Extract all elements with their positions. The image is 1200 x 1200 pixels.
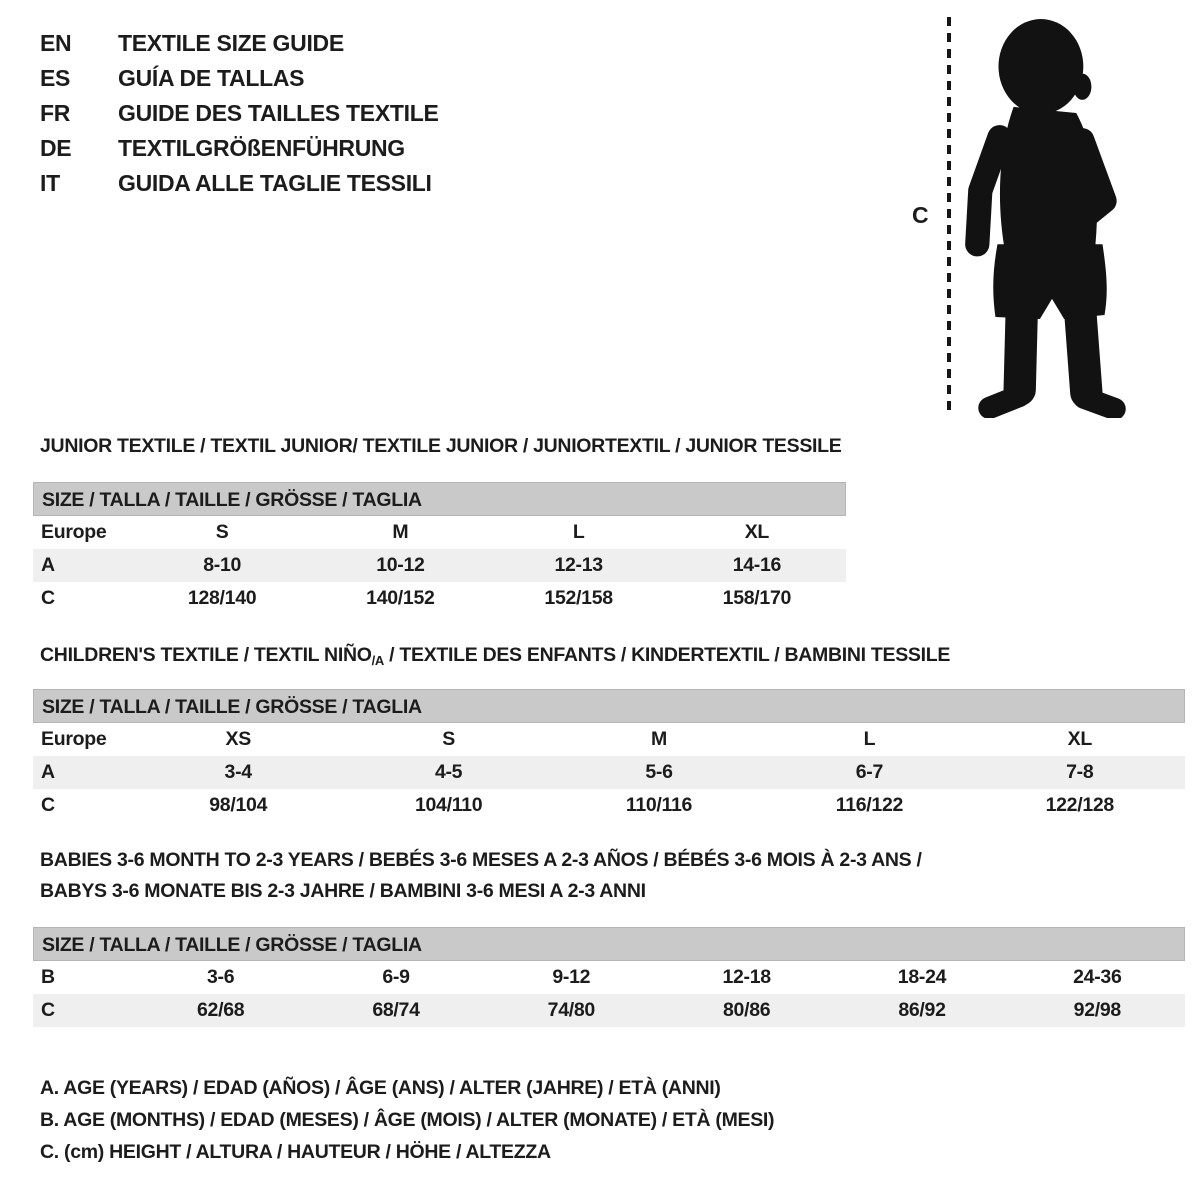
cell-value: 62/68	[197, 999, 245, 1021]
table-row-europe	[33, 516, 846, 549]
size-header-bar: SIZE / TALLA / TAILLE / GRÖSSE / TAGLIA	[33, 927, 1185, 961]
cell-value: 18-24	[897, 966, 947, 988]
cell-value: 86/92	[898, 999, 946, 1021]
guide-title-en: TEXTILE SIZE GUIDE	[118, 30, 344, 56]
column-header: L	[572, 521, 585, 543]
cell-value: 12-18	[722, 966, 771, 988]
table-row-age	[33, 549, 846, 582]
cell-value: 5-6	[645, 761, 673, 783]
guide-title-de: TEXTILGRÖßENFÜHRUNG	[118, 135, 405, 161]
language-row-de	[40, 131, 439, 166]
cell-value: 7-8	[1066, 761, 1094, 783]
table-row-age	[33, 756, 1185, 789]
size-header-bar: SIZE / TALLA / TAILLE / GRÖSSE / TAGLIA	[33, 689, 1185, 723]
children-section-title	[40, 640, 950, 676]
language-code: EN	[40, 30, 72, 56]
language-row-it	[40, 166, 439, 201]
cell-value: 3-4	[224, 761, 252, 783]
toddler-silhouette-icon	[962, 14, 1140, 418]
cell-value: 104/110	[414, 794, 483, 816]
babies-title-line1: BABIES 3-6 MONTH TO 2-3 YEARS / BEBÉS 3-6 MESES A 2-3 AÑOS / BÉBÉS 3-6 MOIS À 2-3 ANS /	[40, 849, 922, 871]
column-header: XS	[225, 728, 251, 750]
row-label: B	[41, 966, 55, 988]
cell-value: 152/158	[544, 587, 613, 609]
cell-value: 12-13	[554, 554, 603, 576]
row-label: Europe	[41, 728, 107, 750]
cell-value: 14-16	[732, 554, 782, 576]
language-code: IT	[40, 170, 60, 196]
cell-value: 74/80	[547, 999, 595, 1021]
table-row-height	[33, 582, 846, 615]
cell-value: 92/98	[1073, 999, 1121, 1021]
children-title-sub: /A	[371, 653, 385, 668]
size-header-bar: SIZE / TALLA / TAILLE / GRÖSSE / TAGLIA	[33, 482, 846, 516]
language-code: FR	[40, 100, 71, 126]
cell-value: 116/122	[835, 794, 904, 816]
column-header: XL	[1067, 728, 1092, 750]
cell-value: 122/128	[1045, 794, 1114, 816]
language-row-es	[40, 61, 439, 96]
language-code: ES	[40, 65, 71, 91]
legend-age-months: B. AGE (MONTHS) / EDAD (MESES) / ÂGE (MOIS) / ALTER (MONATE) / ETÀ (MESI)	[40, 1109, 775, 1131]
cell-value: 3-6	[207, 966, 235, 988]
guide-title-fr: GUIDE DES TAILLES TEXTILE	[118, 100, 439, 126]
row-label: A	[41, 761, 55, 783]
cell-value: 68/74	[372, 999, 420, 1021]
language-row-en	[40, 26, 439, 61]
cell-value: 24-36	[1073, 966, 1122, 988]
cell-value: 6-7	[855, 761, 884, 783]
children-size-table	[33, 689, 1185, 822]
language-row-fr	[40, 96, 439, 131]
cell-value: 9-12	[552, 966, 591, 988]
cell-value: 10-12	[376, 554, 425, 576]
row-label: C	[41, 999, 55, 1021]
legend-height-cm: C. (cm) HEIGHT / ALTURA / HAUTEUR / HÖHE / ALTEZZA	[40, 1141, 551, 1163]
row-label: A	[41, 554, 55, 576]
column-header: XL	[744, 521, 770, 543]
cell-value: 8-10	[203, 554, 242, 576]
language-title-list	[40, 26, 439, 201]
row-label: Europe	[41, 521, 107, 543]
babies-size-table	[33, 927, 1185, 1027]
row-label: C	[41, 587, 55, 609]
cell-value: 6-9	[382, 966, 410, 988]
cell-value: 128/140	[187, 587, 257, 609]
row-label: C	[41, 794, 55, 816]
column-header: S	[442, 728, 455, 750]
table-row-height	[33, 789, 1185, 822]
column-header: L	[863, 728, 876, 750]
junior-section-title: JUNIOR TEXTILE / TEXTIL JUNIOR/ TEXTILE JUNIOR / JUNIORTEXTIL / JUNIOR TESSILE	[40, 435, 842, 457]
children-title-prefix: CHILDREN'S TEXTILE / TEXTIL NIÑO	[40, 644, 372, 666]
column-header: M	[651, 728, 667, 750]
children-title-suffix: / TEXTILE DES ENFANTS / KINDERTEXTIL / BAMBINI TESSILE	[384, 644, 951, 666]
measurement-legend	[40, 1072, 774, 1168]
cell-value: 80/86	[723, 999, 771, 1021]
height-measure-label: C	[912, 202, 929, 228]
height-measure-figure	[900, 0, 1200, 430]
table-row-height	[33, 994, 1185, 1027]
cell-value: 140/152	[366, 587, 435, 609]
table-row-months	[33, 961, 1185, 994]
cell-value: 158/170	[722, 587, 792, 609]
babies-title-line2: BABYS 3-6 MONATE BIS 2-3 JAHRE / BAMBINI 3-6 MESI A 2-3 ANNI	[40, 880, 646, 902]
height-dashed-line-icon	[947, 17, 951, 417]
cell-value: 110/116	[625, 794, 693, 816]
language-code: DE	[40, 135, 72, 161]
column-header: M	[392, 521, 409, 543]
guide-title-es: GUÍA DE TALLAS	[118, 65, 305, 91]
table-row-europe	[33, 723, 1185, 756]
babies-section-title	[40, 845, 922, 907]
junior-size-table	[33, 482, 846, 615]
cell-value: 4-5	[434, 761, 463, 783]
cell-value: 98/104	[209, 794, 268, 816]
guide-title-it: GUIDA ALLE TAGLIE TESSILI	[118, 170, 432, 196]
column-header: S	[215, 521, 229, 543]
legend-age-years: A. AGE (YEARS) / EDAD (AÑOS) / ÂGE (ANS) / ALTER (JAHRE) / ETÀ (ANNI)	[40, 1077, 721, 1099]
